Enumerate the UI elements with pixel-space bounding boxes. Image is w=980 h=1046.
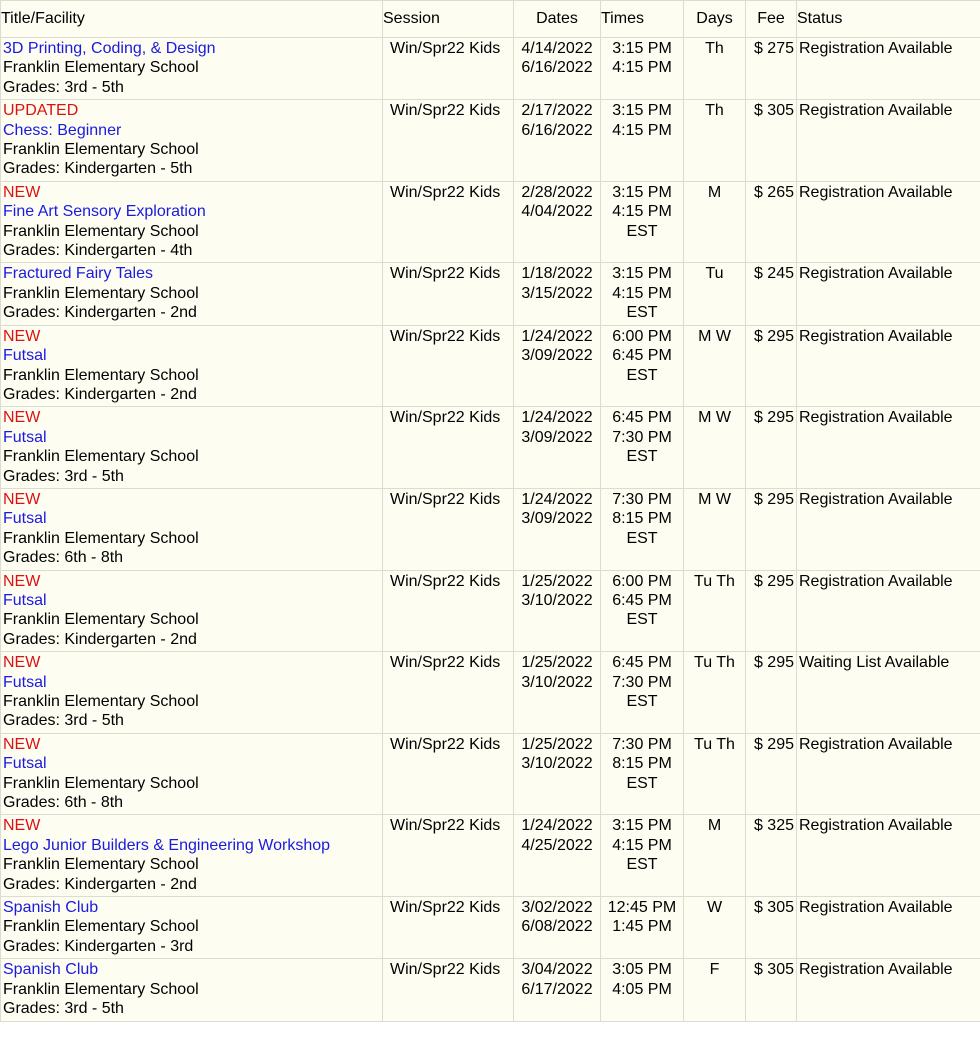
start-time: 3:15 PM	[612, 40, 672, 57]
end-time: 7:30 PM	[612, 428, 672, 446]
dates-cell	[514, 652, 601, 734]
end-date: 3/10/2022	[521, 755, 593, 773]
start-date: 1/24/2022	[521, 490, 593, 508]
timezone: EST	[626, 222, 658, 240]
status-cell: Registration Available	[797, 733, 980, 815]
end-time: 1:45 PM	[612, 918, 672, 936]
status-cell: Registration Available	[797, 263, 980, 325]
class-title-link[interactable]: Lego Junior Builders & Engineering Workshop	[3, 836, 331, 854]
start-date: 3/04/2022	[521, 961, 593, 979]
days-cell: Th	[684, 100, 746, 182]
days-cell: F	[684, 959, 746, 1021]
class-title-link[interactable]: Futsal	[3, 755, 47, 773]
table-row	[1, 652, 980, 734]
status-tag: NEW	[3, 817, 41, 835]
times-cell	[601, 100, 684, 182]
timezone: EST	[626, 693, 658, 710]
end-date: 3/09/2022	[521, 347, 593, 365]
days-cell: M W	[684, 407, 746, 489]
title-facility-cell	[1, 100, 383, 182]
end-date: 6/16/2022	[521, 59, 593, 77]
facility-name: Franklin Elementary School	[3, 284, 199, 302]
dates-cell	[514, 38, 601, 100]
start-date: 1/25/2022	[521, 735, 593, 753]
table-row	[1, 488, 980, 570]
session-cell: Win/Spr22 Kids	[383, 38, 514, 100]
session-cell: Win/Spr22 Kids	[383, 897, 514, 959]
fee-cell: $ 265	[746, 181, 797, 263]
end-time: 6:45 PM	[612, 591, 672, 609]
column-header-title[interactable]: Title/Facility	[1, 1, 383, 38]
grade-range: Grades: 3rd - 5th	[3, 712, 124, 730]
class-title-link[interactable]: Fine Art Sensory Exploration	[3, 203, 206, 221]
status-tag: NEW	[3, 183, 41, 201]
status-tag: NEW	[3, 327, 41, 345]
start-time: 3:15 PM	[612, 265, 672, 283]
title-facility-cell	[1, 181, 383, 263]
column-header-fee[interactable]: Fee	[746, 1, 797, 38]
title-facility-cell	[1, 570, 383, 652]
start-date: 2/28/2022	[521, 183, 593, 201]
end-time: 4:15 PM	[612, 836, 672, 854]
class-title-link[interactable]: Futsal	[3, 591, 47, 609]
dates-cell	[514, 570, 601, 652]
end-time: 4:05 PM	[612, 980, 672, 998]
column-header-times[interactable]: Times	[601, 1, 684, 38]
session-cell: Win/Spr22 Kids	[383, 181, 514, 263]
status-tag: NEW	[3, 735, 41, 753]
status-tag: UPDATED	[3, 102, 79, 120]
start-date: 3/02/2022	[521, 899, 593, 917]
table-row	[1, 407, 980, 489]
title-facility-cell	[1, 959, 383, 1021]
times-cell	[601, 897, 684, 959]
facility-name: Franklin Elementary School	[3, 856, 199, 874]
end-date: 6/08/2022	[521, 918, 593, 936]
class-title-link[interactable]: Fractured Fairy Tales	[3, 265, 153, 283]
grade-range: Grades: 6th - 8th	[3, 549, 124, 567]
end-date: 4/25/2022	[521, 836, 593, 854]
end-time: 4:15 PM	[612, 121, 672, 139]
title-facility-cell	[1, 325, 383, 407]
session-cell: Win/Spr22 Kids	[383, 325, 514, 407]
table-header-row	[1, 1, 980, 38]
fee-cell: $ 275	[746, 38, 797, 100]
start-time: 3:05 PM	[612, 961, 672, 979]
fee-cell: $ 305	[746, 100, 797, 182]
times-cell	[601, 959, 684, 1021]
start-time: 3:15 PM	[612, 183, 672, 201]
column-header-session[interactable]: Session	[383, 1, 514, 38]
session-cell: Win/Spr22 Kids	[383, 815, 514, 897]
times-cell	[601, 815, 684, 897]
session-cell: Win/Spr22 Kids	[383, 407, 514, 489]
table-row	[1, 181, 980, 263]
title-facility-cell	[1, 897, 383, 959]
session-cell: Win/Spr22 Kids	[383, 100, 514, 182]
column-header-days[interactable]: Days	[684, 1, 746, 38]
dates-cell	[514, 488, 601, 570]
status-cell: Registration Available	[797, 100, 980, 182]
times-cell	[601, 570, 684, 652]
end-date: 3/10/2022	[521, 591, 593, 609]
status-tag: NEW	[3, 572, 41, 590]
title-facility-cell	[1, 652, 383, 734]
start-date: 1/18/2022	[521, 265, 593, 283]
end-date: 3/10/2022	[521, 673, 593, 691]
title-facility-cell	[1, 733, 383, 815]
facility-name: Franklin Elementary School	[3, 448, 199, 466]
title-facility-cell	[1, 815, 383, 897]
times-cell	[601, 325, 684, 407]
facility-name: Franklin Elementary School	[3, 980, 199, 998]
start-date: 1/25/2022	[521, 572, 593, 590]
title-facility-cell	[1, 263, 383, 325]
session-cell: Win/Spr22 Kids	[383, 652, 514, 734]
facility-name: Franklin Elementary School	[3, 141, 199, 159]
end-time: 8:15 PM	[612, 755, 672, 773]
end-date: 6/16/2022	[521, 121, 593, 139]
end-time: 4:15 PM	[612, 284, 672, 302]
title-facility-cell	[1, 488, 383, 570]
grade-range: Grades: 6th - 8th	[3, 794, 124, 812]
class-title-link[interactable]: Chess: Beginner	[3, 121, 122, 139]
status-cell: Waiting List Available	[797, 652, 980, 734]
dates-cell	[514, 407, 601, 489]
fee-cell: $ 245	[746, 263, 797, 325]
status-tag: NEW	[3, 409, 41, 427]
dates-cell	[514, 815, 601, 897]
status-cell: Registration Available	[797, 570, 980, 652]
end-time: 4:15 PM	[612, 203, 672, 221]
status-cell: Registration Available	[797, 407, 980, 489]
timezone: EST	[626, 856, 658, 874]
start-date: 1/24/2022	[521, 327, 593, 345]
dates-cell	[514, 325, 601, 407]
grade-range: Grades: Kindergarten - 2nd	[3, 875, 197, 893]
days-cell: Tu Th	[684, 570, 746, 652]
start-date: 1/25/2022	[521, 654, 593, 672]
status-tag: NEW	[3, 490, 41, 508]
session-cell: Win/Spr22 Kids	[383, 263, 514, 325]
table-row	[1, 325, 980, 407]
session-cell: Win/Spr22 Kids	[383, 733, 514, 815]
end-date: 6/17/2022	[521, 980, 593, 998]
status-tag: NEW	[3, 654, 41, 672]
facility-name: Franklin Elementary School	[3, 222, 199, 240]
facility-name: Franklin Elementary School	[3, 366, 199, 384]
days-cell: Tu Th	[684, 733, 746, 815]
start-time: 3:15 PM	[612, 817, 672, 835]
start-time: 3:15 PM	[612, 102, 672, 120]
status-cell: Registration Available	[797, 959, 980, 1021]
times-cell	[601, 181, 684, 263]
timezone: EST	[626, 611, 658, 629]
status-cell: Registration Available	[797, 181, 980, 263]
facility-name: Franklin Elementary School	[3, 59, 199, 77]
dates-cell	[514, 100, 601, 182]
grade-range: Grades: Kindergarten - 2nd	[3, 304, 197, 322]
grade-range: Grades: Kindergarten - 3rd	[3, 937, 194, 955]
end-time: 6:45 PM	[612, 347, 672, 365]
days-cell: M	[684, 181, 746, 263]
start-time: 7:30 PM	[612, 735, 672, 753]
fee-cell: $ 295	[746, 488, 797, 570]
grade-range: Grades: Kindergarten - 4th	[3, 242, 193, 260]
fee-cell: $ 295	[746, 407, 797, 489]
fee-cell: $ 305	[746, 897, 797, 959]
end-time: 4:15 PM	[612, 59, 672, 77]
column-header-status[interactable]: Status	[797, 1, 980, 38]
facility-name: Franklin Elementary School	[3, 693, 199, 710]
end-date: 3/09/2022	[521, 510, 593, 528]
grade-range: Grades: 3rd - 5th	[3, 467, 124, 485]
start-time: 7:30 PM	[612, 490, 672, 508]
start-date: 4/14/2022	[521, 40, 593, 57]
table-row	[1, 570, 980, 652]
times-cell	[601, 263, 684, 325]
table-row	[1, 815, 980, 897]
facility-name: Franklin Elementary School	[3, 529, 199, 547]
fee-cell: $ 325	[746, 815, 797, 897]
class-title-link[interactable]: Spanish Club	[3, 961, 99, 979]
column-header-dates[interactable]: Dates	[514, 1, 601, 38]
class-title-link[interactable]: Futsal	[3, 510, 47, 528]
table-row	[1, 897, 980, 959]
title-facility-cell	[1, 407, 383, 489]
session-cell: Win/Spr22 Kids	[383, 959, 514, 1021]
times-cell	[601, 733, 684, 815]
times-cell	[601, 38, 684, 100]
times-cell	[601, 488, 684, 570]
start-date: 1/24/2022	[521, 409, 593, 427]
timezone: EST	[626, 774, 658, 792]
days-cell: M	[684, 815, 746, 897]
start-time: 6:45 PM	[612, 654, 672, 672]
days-cell: Tu	[684, 263, 746, 325]
start-time: 6:45 PM	[612, 409, 672, 427]
table-row	[1, 38, 980, 100]
status-cell: Registration Available	[797, 897, 980, 959]
status-cell: Registration Available	[797, 488, 980, 570]
table-row	[1, 100, 980, 182]
timezone: EST	[626, 448, 658, 466]
grade-range: Grades: Kindergarten - 5th	[3, 160, 193, 178]
start-time: 6:00 PM	[612, 572, 672, 590]
start-date: 1/24/2022	[521, 817, 593, 835]
end-date: 3/09/2022	[521, 428, 593, 446]
grade-range: Grades: Kindergarten - 2nd	[3, 385, 197, 403]
session-cell: Win/Spr22 Kids	[383, 570, 514, 652]
title-facility-cell	[1, 38, 383, 100]
dates-cell	[514, 959, 601, 1021]
fee-cell: $ 295	[746, 652, 797, 734]
timezone: EST	[626, 304, 658, 322]
class-title-link[interactable]: 3D Printing, Coding, & Design	[3, 40, 216, 57]
days-cell: M W	[684, 488, 746, 570]
class-title-link[interactable]: Futsal	[3, 347, 47, 365]
days-cell: Tu Th	[684, 652, 746, 734]
class-title-link[interactable]: Futsal	[3, 673, 47, 691]
times-cell	[601, 652, 684, 734]
status-cell: Registration Available	[797, 38, 980, 100]
start-date: 2/17/2022	[521, 102, 593, 120]
grade-range: Grades: 3rd - 5th	[3, 1000, 124, 1018]
days-cell: Th	[684, 38, 746, 100]
fee-cell: $ 305	[746, 959, 797, 1021]
start-time: 12:45 PM	[607, 899, 677, 917]
end-date: 3/15/2022	[521, 284, 593, 302]
facility-name: Franklin Elementary School	[3, 774, 199, 792]
timezone: EST	[626, 366, 658, 384]
fee-cell: $ 295	[746, 733, 797, 815]
class-title-link[interactable]: Futsal	[3, 428, 47, 446]
days-cell: W	[684, 897, 746, 959]
start-time: 6:00 PM	[612, 327, 672, 345]
dates-cell	[514, 263, 601, 325]
days-cell: M W	[684, 325, 746, 407]
table-row	[1, 263, 980, 325]
end-time: 8:15 PM	[612, 510, 672, 528]
class-title-link[interactable]: Spanish Club	[3, 899, 99, 917]
end-date: 4/04/2022	[521, 203, 593, 221]
grade-range: Grades: 3rd - 5th	[3, 78, 124, 96]
fee-cell: $ 295	[746, 570, 797, 652]
fee-cell: $ 295	[746, 325, 797, 407]
session-cell: Win/Spr22 Kids	[383, 488, 514, 570]
table-row	[1, 959, 980, 1021]
facility-name: Franklin Elementary School	[3, 918, 199, 936]
timezone: EST	[626, 529, 658, 547]
dates-cell	[514, 181, 601, 263]
status-cell: Registration Available	[797, 815, 980, 897]
dates-cell	[514, 733, 601, 815]
times-cell	[601, 407, 684, 489]
status-cell: Registration Available	[797, 325, 980, 407]
end-time: 7:30 PM	[612, 673, 672, 691]
dates-cell	[514, 897, 601, 959]
table-row	[1, 733, 980, 815]
grade-range: Grades: Kindergarten - 2nd	[3, 630, 197, 648]
facility-name: Franklin Elementary School	[3, 611, 199, 629]
